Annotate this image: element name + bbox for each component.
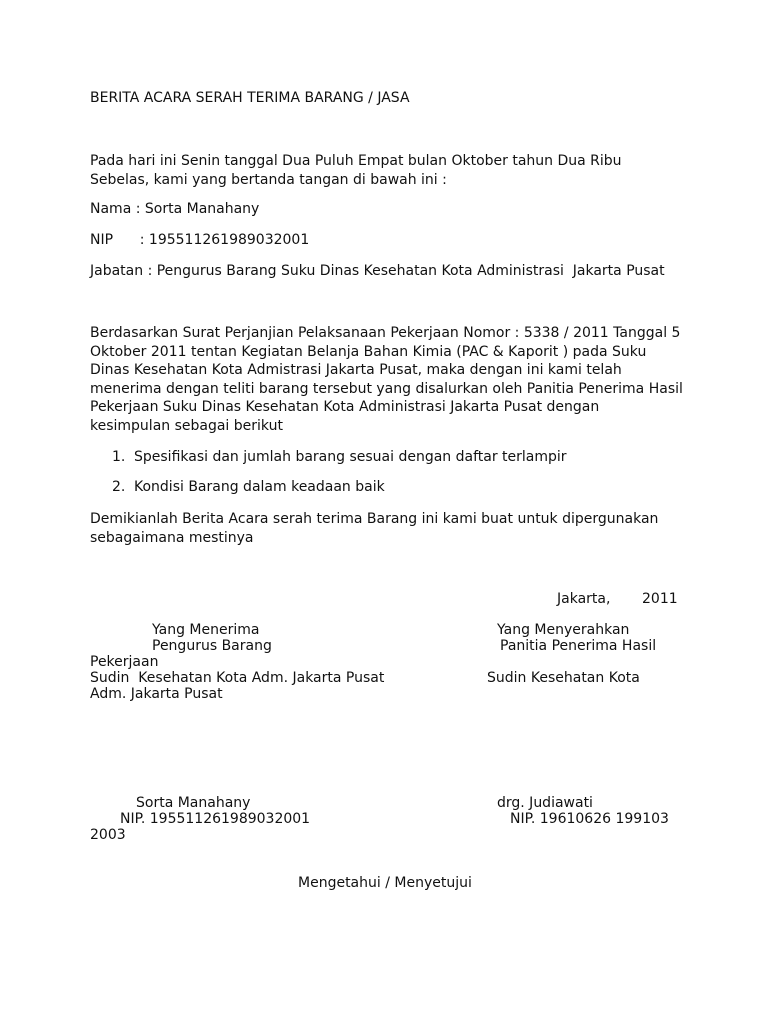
intro-paragraph	[90, 152, 700, 189]
basis-line: Oktober 2011 tentan Kegiatan Belanja Bahan Kimia (PAC & Kaporit ) pada Suku	[90, 343, 647, 360]
closing-paragraph	[90, 510, 700, 547]
giver-nip: NIP. 19610626 199103	[510, 811, 669, 827]
basis-line: menerima dengan teliti barang tersebut yang disalurkan oleh Panitia Penerima Hasil	[90, 380, 683, 397]
giver-role-wrap: Pekerjaan	[90, 654, 159, 670]
giver-unit: Sudin Kesehatan Kota	[487, 670, 640, 686]
list-number: 2.	[112, 479, 126, 495]
giver-label: Yang Menyerahkan	[497, 622, 630, 638]
field-jabatan: Jabatan : Pengurus Barang Suku Dinas Kesehatan Kota Administrasi Jakarta Pusat	[90, 263, 665, 279]
receiver-nip: NIP. 195511261989032001	[120, 811, 311, 827]
approval-label: Mengetahui / Menyetujui	[298, 875, 472, 891]
list-item	[112, 449, 567, 466]
intro-line: Sebelas, kami yang bertanda tangan di bawah ini :	[90, 171, 447, 188]
list-text: Kondisi Barang dalam keadaan baik	[134, 479, 385, 495]
closing-line: sebagaimana mestinya	[90, 529, 254, 546]
receiver-unit: Sudin Kesehatan Kota Adm. Jakarta Pusat	[90, 670, 385, 686]
field-nip: NIP : 195511261989032001	[90, 232, 310, 248]
place-year: 2011	[642, 591, 678, 607]
place-city: Jakarta,	[557, 591, 611, 607]
giver-unit-wrap: Adm. Jakarta Pusat	[90, 686, 223, 702]
basis-line: Dinas Kesehatan Kota Admistrasi Jakarta Pusat, maka dengan ini kami telah	[90, 362, 622, 378]
document-title: BERITA ACARA SERAH TERIMA BARANG / JASA	[90, 90, 410, 106]
receiver-role: Pengurus Barang	[152, 638, 272, 654]
list-number: 1.	[112, 449, 126, 465]
basis-line: kesimpulan sebagai berikut	[90, 417, 283, 434]
giver-name: drg. Judiawati	[497, 795, 593, 811]
receiver-label: Yang Menerima	[152, 622, 260, 638]
list-text: Spesifikasi dan jumlah barang sesuai dengan daftar terlampir	[134, 449, 567, 465]
basis-paragraph	[90, 324, 700, 435]
giver-role: Panitia Penerima Hasil	[500, 638, 657, 654]
field-nama: Nama : Sorta Manahany	[90, 201, 260, 217]
basis-line: Pekerjaan Suku Dinas Kesehatan Kota Administrasi Jakarta Pusat dengan	[90, 399, 600, 415]
receiver-name: Sorta Manahany	[136, 795, 251, 811]
closing-line: Demikianlah Berita Acara serah terima Barang ini kami buat untuk dipergunakan	[90, 511, 659, 527]
list-item	[112, 479, 385, 496]
basis-line: Berdasarkan Surat Perjanjian Pelaksanaan Pekerjaan Nomor : 5338 / 2011 Tanggal 5	[90, 325, 681, 341]
giver-nip-wrap: 2003	[90, 827, 126, 843]
intro-line: Pada hari ini Senin tanggal Dua Puluh Empat bulan Oktober tahun Dua Ribu	[90, 153, 622, 169]
